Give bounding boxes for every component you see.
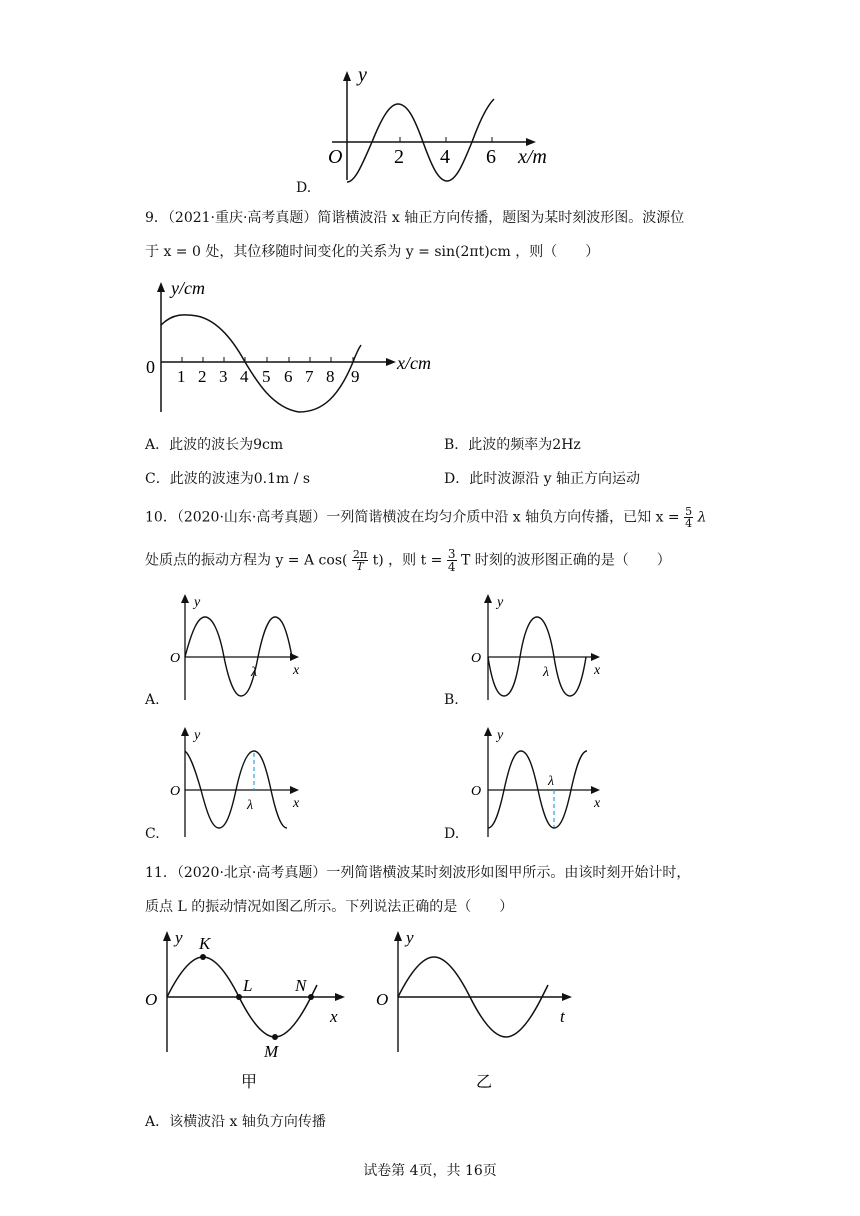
tick-label-5: 5	[262, 367, 271, 386]
y-axis-label: y	[358, 64, 367, 86]
figure-q10-option-b[interactable]	[466, 590, 616, 710]
q10-stem-line2: 处质点的振动方程为 y = A cos( $\frac{2\pi}{T}$ t) ，则 t = $\frac{3}{4}$ T 时刻的波形图正确的是（ ）	[145, 547, 671, 574]
y-axis-arrow	[343, 71, 351, 81]
q11-stem-line1: 11．（2020·北京·高考真题）一列简谐横波某时刻波形如图甲所示。由该时刻开始计时，	[145, 865, 691, 881]
q10-line1-text: 10．（2020·山东·高考真题）一列简谐横波在均匀介质中沿 x 轴负方向传播，已知 x =	[145, 509, 680, 526]
figure-q8-option-d	[320, 65, 570, 190]
q9-stem-line1: 9．（2021·重庆·高考真题）简谐横波沿 x 轴正方向传播，题图为某时刻波形图。波源位	[145, 210, 685, 226]
q9-option-c[interactable]: C．此波的波速为0.1m / s	[145, 471, 311, 487]
tick-label-7: 7	[305, 367, 314, 386]
tick-label-1: 1	[177, 367, 186, 386]
x-axis-arrow	[386, 358, 396, 366]
q10-option-a-label[interactable]: A.	[145, 692, 160, 708]
figure-q10-option-c[interactable]	[165, 725, 315, 845]
tick-label-4: 4	[440, 146, 450, 168]
svg-text:O: O	[471, 784, 482, 799]
svg-text:K: K	[199, 934, 211, 953]
caption-yi: 乙	[476, 1072, 493, 1091]
tick-label-4: 4	[240, 367, 249, 386]
svg-text:N: N	[295, 976, 307, 995]
wave-graph-q10d	[466, 725, 616, 845]
tick-label-8: 8	[326, 367, 335, 386]
wave-graph-q9	[145, 278, 445, 418]
q10-frac-5-4: $\frac{5}{4}$	[685, 505, 693, 530]
x-axis-label: x/cm	[397, 353, 431, 373]
option-d-label-q8: D.	[296, 180, 312, 196]
svg-text:x: x	[330, 1007, 338, 1026]
svg-text:M: M	[264, 1042, 279, 1061]
wave-graph-q10a	[165, 590, 315, 710]
page-footer: 试卷第 4页，共 16页	[363, 1163, 497, 1179]
q11-stem-line2: 质点 L 的振动情况如图乙所示。下列说法正确的是（ ）	[145, 899, 514, 915]
y-axis-label: y/cm	[171, 278, 205, 298]
svg-text:λ: λ	[548, 774, 555, 789]
svg-text:O: O	[471, 651, 482, 666]
svg-text:O: O	[145, 990, 158, 1009]
svg-text:y: y	[406, 928, 414, 947]
tick-label-6: 6	[486, 146, 496, 168]
svg-text:O: O	[376, 990, 389, 1009]
point-K	[200, 954, 206, 960]
q10-option-c-label[interactable]: C.	[145, 826, 160, 842]
wave-graph-yi	[370, 927, 585, 1092]
q9-stem-line2: 于 x = 0 处，其位移随时间变化的关系为 y = sin(2πt)cm ，则（ ）	[145, 244, 600, 260]
q10-frac-2pi-T: $\frac{2\pi}{T}$	[352, 548, 368, 573]
svg-text:λ: λ	[247, 798, 254, 813]
wave-graph-jia	[143, 927, 358, 1092]
svg-text:λ: λ	[543, 665, 550, 680]
svg-text:x: x	[594, 796, 601, 811]
svg-text:x: x	[594, 663, 601, 678]
tick-label-9: 9	[351, 367, 360, 386]
svg-text:O: O	[170, 784, 181, 799]
svg-text:y: y	[175, 928, 183, 947]
caption-jia: 甲	[241, 1072, 258, 1091]
figure-q9	[145, 278, 445, 418]
wave-graph-q10b	[466, 590, 616, 710]
figure-q10-option-a[interactable]	[165, 590, 315, 710]
point-L	[236, 994, 242, 1000]
zero-label: 0	[146, 357, 155, 377]
svg-text:y: y	[497, 595, 504, 610]
svg-text:y: y	[194, 595, 201, 610]
q9-option-a[interactable]: A．此波的波长为9cm	[145, 437, 284, 453]
q10-option-d-label[interactable]: D.	[444, 826, 460, 842]
wave-curve	[347, 99, 494, 182]
figure-q11-jia	[143, 927, 358, 1092]
q9-option-d[interactable]: D．此时波源沿 y 轴正方向运动	[444, 471, 641, 487]
tick-label-3: 3	[219, 367, 228, 386]
svg-text:x: x	[293, 663, 300, 678]
point-M	[272, 1034, 278, 1040]
svg-text:x: x	[293, 796, 300, 811]
svg-text:O: O	[170, 651, 181, 666]
wave-curve	[161, 315, 361, 412]
tick-label-2: 2	[198, 367, 207, 386]
figure-q11-yi	[370, 927, 585, 1092]
wave-graph-q8d	[320, 65, 570, 190]
tick-label-6: 6	[284, 367, 293, 386]
origin-label: O	[328, 146, 343, 168]
svg-text:L: L	[243, 976, 253, 995]
q9-option-b[interactable]: B．此波的频率为2Hz	[444, 437, 581, 453]
wave-graph-q10c	[165, 725, 315, 845]
q10-option-b-label[interactable]: B.	[444, 692, 459, 708]
point-N	[308, 994, 314, 1000]
svg-text:λ: λ	[251, 665, 258, 680]
q10-stem-line1: 10．（2020·山东·高考真题）一列简谐横波在均匀介质中沿 x 轴负方向传播，已知 x = $\frac{5}{4}$ λ	[145, 505, 707, 530]
svg-text:y: y	[194, 728, 201, 743]
q10-frac-3-4: $\frac{3}{4}$	[447, 547, 456, 574]
y-axis-arrow	[157, 282, 165, 292]
svg-text:y: y	[497, 728, 504, 743]
x-axis-label: x/m	[518, 146, 547, 168]
figure-q10-option-d[interactable]	[466, 725, 616, 845]
svg-text:t: t	[560, 1007, 565, 1026]
tick-label-2: 2	[394, 146, 404, 168]
x-axis-arrow	[526, 138, 536, 146]
q11-option-a[interactable]: A．该横波沿 x 轴负方向传播	[145, 1114, 326, 1130]
